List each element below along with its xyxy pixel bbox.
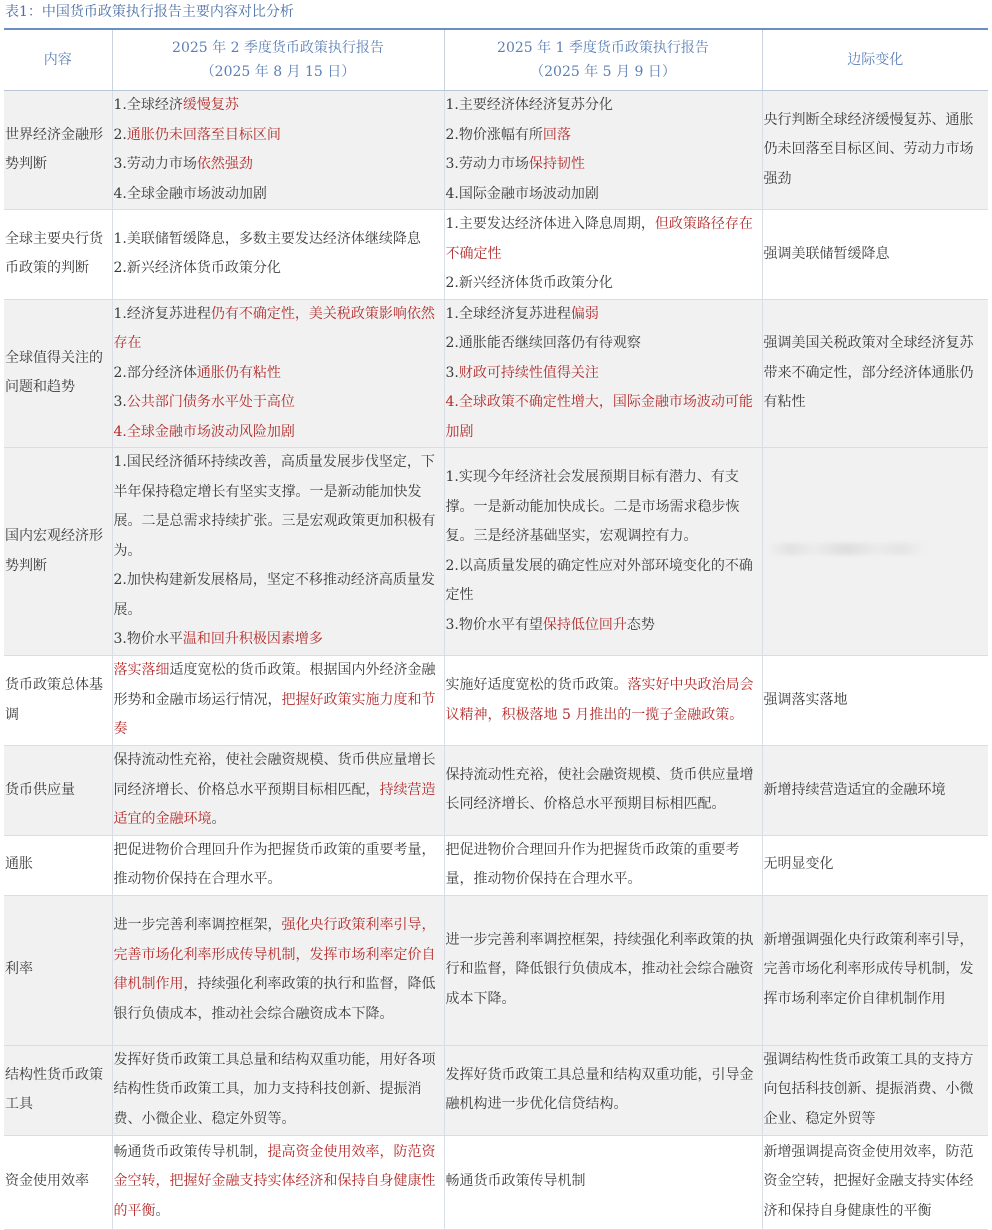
q2-cell <box>112 299 444 448</box>
table-row <box>4 835 988 895</box>
cell-text: 3.劳动力市场 <box>113 156 197 172</box>
row-label: 结构性货币政策工具 <box>4 1045 112 1135</box>
table-row <box>4 746 988 836</box>
header-q2-report <box>112 30 444 91</box>
cell-text: 把促进物价合理回升作为把握货币政策的重要考量，推动物价保持在合理水平。 <box>113 841 436 887</box>
cell-text: 3.物价水平有望 <box>445 616 543 633</box>
change-cell <box>762 746 988 836</box>
q1-cell <box>444 448 762 656</box>
cell-text: 2.以高质量发展的确定性应对外部环境变化的不确定性 <box>445 557 753 603</box>
q1-cell <box>444 210 762 300</box>
cell-line <box>446 836 761 895</box>
q1-cell <box>444 91 762 210</box>
highlighted-text: 保持低位回升 <box>542 616 627 633</box>
change-cell <box>762 448 988 656</box>
table-header-row <box>4 30 988 91</box>
q2-cell <box>112 895 444 1045</box>
cell-text: 实施好适度宽松的货币政策。 <box>445 677 628 693</box>
highlighted-text: 保持韧性 <box>528 156 585 172</box>
change-cell <box>762 835 988 895</box>
change-text: 新增强调强化央行政策利率引导，完善市场化利率形成传导机制，发挥市场利率定价自律机制作用 <box>763 931 974 1007</box>
highlighted-text: 温和回升积极因素增多 <box>182 631 323 648</box>
comparison-table-wrapper <box>4 28 988 1230</box>
q2-cell <box>112 210 444 300</box>
cell-text: 1.主要经济体经济复苏分化 <box>445 97 613 113</box>
cell-line <box>114 180 443 210</box>
q2-cell <box>112 656 444 746</box>
cell-line <box>114 1046 443 1135</box>
cell-line <box>114 150 443 180</box>
cell-text: 2.物价涨幅有所 <box>445 126 543 143</box>
cell-line <box>446 611 761 641</box>
highlighted-text: 强化央行政策利率引导，完善市场化利率形成传导机制，发挥市场利率定价自律机制作用 <box>113 917 436 992</box>
table-row <box>4 895 988 1045</box>
cell-text: 进一步完善利率调控框架，持续强化利率政策的执行和监督，降低银行负债成本，推动社会综合融资成本下降。 <box>445 931 754 1007</box>
highlighted-text: 偏弱 <box>570 305 599 322</box>
cell-text: 1.经济复苏进程 <box>113 305 211 322</box>
comparison-table <box>4 30 988 1230</box>
change-text: 强调落实落地 <box>763 691 848 708</box>
cell-line <box>446 463 761 552</box>
change-text: 无明显变化 <box>763 856 834 873</box>
table-row <box>4 1135 988 1229</box>
highlighted-text: 缓慢复苏 <box>182 97 239 113</box>
change-cell <box>762 656 988 746</box>
cell-text: 。 <box>211 811 226 827</box>
cell-text: 3.物价水平 <box>113 631 183 648</box>
cell-line <box>114 1138 443 1227</box>
table-caption: 表1：中国货币政策执行报告主要内容对比分析 <box>5 4 294 20</box>
q2-cell <box>112 835 444 895</box>
cell-text: 2.新兴经济体货币政策分化 <box>445 275 613 291</box>
cell-text: 1.美联储暂缓降息，多数主要发达经济体继续降息 <box>113 230 421 247</box>
cell-text: 1.主要发达经济体进入降息周期， <box>445 216 655 232</box>
highlighted-text: 4.全球金融市场波动风险加剧 <box>113 423 295 440</box>
highlighted-text: 但政策路径存在不确定性 <box>445 216 753 262</box>
cell-line <box>446 210 761 269</box>
cell-text: 1.全球经济 <box>113 97 183 113</box>
table-row <box>4 656 988 746</box>
q2-cell <box>112 1045 444 1135</box>
cell-line <box>114 418 443 448</box>
cell-line <box>114 359 443 389</box>
highlighted-text: 持续营造适宜的金融环境 <box>113 781 436 827</box>
row-label: 资金使用效率 <box>4 1135 112 1229</box>
highlighted-text: 依然强劲 <box>196 156 253 172</box>
cell-line <box>114 388 443 418</box>
change-text: 新增持续营造适宜的金融环境 <box>763 781 946 798</box>
change-cell <box>762 1045 988 1135</box>
highlighted-text: 把握好政策实施力度和节奏 <box>113 691 436 738</box>
q1-cell <box>444 299 762 448</box>
cell-text: 2.加快构建新发展格局，坚定不移推动经济高质量发展。 <box>113 572 435 618</box>
row-label: 全球主要央行货币政策的判断 <box>4 210 112 300</box>
q2-cell <box>112 448 444 656</box>
cell-text: 2. <box>113 126 127 143</box>
q1-cell <box>444 1135 762 1229</box>
change-cell <box>762 210 988 300</box>
cell-text: ，持续强化利率政策的执行和监督，降低银行负债成本，推动社会综合融资成本下降。 <box>113 976 436 1022</box>
cell-text: 态势 <box>626 616 655 633</box>
cell-text: 畅通货币政策传导机制， <box>113 1143 268 1160</box>
cell-line <box>446 388 761 447</box>
cell-line <box>446 1167 761 1197</box>
change-text: 强调美联储暂缓降息 <box>763 245 890 262</box>
cell-text: 2.通胀能否继续回落仍有待观察 <box>445 335 641 351</box>
q2-cell <box>112 746 444 836</box>
row-label: 货币供应量 <box>4 746 112 836</box>
cell-line <box>446 269 761 299</box>
cell-text: 1.实现今年经济社会发展预期目标有潜力、有支撑。一是新动能加快成长。二是市场需求稳步恢复。三是经济基础坚实，宏观调控有力。 <box>445 469 740 544</box>
cell-text: 把促进物价合理回升作为把握货币政策的重要考量，推动物价保持在合理水平。 <box>445 841 740 887</box>
cell-text: 3. <box>445 364 459 381</box>
highlighted-text: 提高资金使用效率，防范资金空转，把握好金融支持实体经济和保持自身健康性的平衡 <box>113 1143 436 1219</box>
highlighted-text: 落实好中央政治局会议精神，积极落地 5 月推出的一揽子金融政策。 <box>445 677 754 723</box>
header-q1-report <box>444 30 762 91</box>
row-label: 国内宏观经济形势判断 <box>4 448 112 656</box>
q1-cell <box>444 746 762 836</box>
cell-line <box>446 359 761 389</box>
header-q1-title: 2025 年 1 季度货币政策执行报告 <box>497 40 709 56</box>
cell-line <box>114 448 443 566</box>
cell-line <box>446 671 761 730</box>
change-cell <box>762 299 988 448</box>
cell-line <box>114 836 443 895</box>
row-label: 全球值得关注的问题和趋势 <box>4 299 112 448</box>
cell-text: 3.劳动力市场 <box>445 156 529 172</box>
change-cell <box>762 1135 988 1229</box>
cell-text: 2.部分经济体 <box>113 364 197 381</box>
highlighted-text: 通胀仍未回落至目标区间 <box>126 126 281 143</box>
table-row <box>4 91 988 210</box>
cell-line <box>446 300 761 330</box>
table-row <box>4 210 988 300</box>
cell-line <box>114 746 443 835</box>
cell-text: 。 <box>155 1202 170 1219</box>
cell-text: 发挥好货币政策工具总量和结构双重功能，用好各项结构性货币政策工具，加力支持科技创新、提振消费、小微企业、稳定外贸等。 <box>113 1051 436 1127</box>
table-row <box>4 1045 988 1135</box>
header-content: 内容 <box>4 30 112 91</box>
cell-line <box>114 911 443 1029</box>
header-q2-date: （2025 年 8 月 15 日） <box>200 64 356 80</box>
change-text: 央行判断全球经济缓慢复苏、通胀仍未回落至目标区间、劳动力市场强劲 <box>763 111 974 187</box>
header-marginal-change: 边际变化 <box>762 30 988 91</box>
cell-text: 1.国民经济循环持续改善，高质量发展步伐坚定，下半年保持稳定增长有坚实支撑。一是新动能加快发展。二是总需求持续扩张。三是宏观政策更加积极有为。 <box>113 454 436 559</box>
change-cell <box>762 895 988 1045</box>
q2-cell <box>112 91 444 210</box>
highlighted-text: 通胀仍有粘性 <box>196 364 281 381</box>
cell-line <box>446 926 761 1015</box>
cell-line <box>446 552 761 611</box>
cell-text: 发挥好货币政策工具总量和结构双重功能，引导金融机构进一步优化信贷结构。 <box>445 1066 754 1112</box>
change-text: 强调美国关税政策对全球经济复苏带来不确定性，部分经济体通胀仍有粘性 <box>763 335 974 410</box>
header-q2-title: 2025 年 2 季度货币政策执行报告 <box>172 40 384 56</box>
row-label: 世界经济金融形势判断 <box>4 91 112 210</box>
highlighted-text: 回落 <box>542 126 571 143</box>
cell-text: 适度宽松的货币政策。根据国内外经济金融形势和金融市场运行情况， <box>113 662 436 708</box>
cell-text: 保持流动性充裕，使社会融资规模、货币供应量增长同经济增长、价格总水平预期目标相匹配， <box>113 752 436 798</box>
highlighted-text: 仍有不确定性，美关税政策影响依然存在 <box>113 305 435 351</box>
cell-text: 2.新兴经济体货币政策分化 <box>113 260 281 277</box>
cell-text: 畅通货币政策传导机制 <box>445 1173 586 1190</box>
q1-cell <box>444 656 762 746</box>
q1-cell <box>444 835 762 895</box>
cell-text: 进一步完善利率调控框架， <box>113 917 282 933</box>
cell-line <box>114 300 443 359</box>
cell-text: 保持流动性充裕，使社会融资规模、货币供应量增长同经济增长、价格总水平预期目标相匹配。 <box>445 766 754 813</box>
cell-text: 4.全球金融市场波动加剧 <box>113 185 267 202</box>
row-label: 利率 <box>4 895 112 1045</box>
cell-line <box>446 1061 761 1120</box>
cell-line <box>446 150 761 180</box>
change-text: 新增强调提高资金使用效率，防范资金空转，把握好金融支持实体经济和保持自身健康性的平衡 <box>763 1143 974 1219</box>
blurred-text <box>766 543 926 555</box>
row-label: 通胀 <box>4 835 112 895</box>
cell-line <box>114 656 443 745</box>
cell-line <box>114 225 443 255</box>
cell-text: 4.国际金融市场波动加剧 <box>445 185 599 202</box>
cell-line <box>114 625 443 655</box>
cell-line <box>446 180 761 210</box>
table-row <box>4 299 988 448</box>
highlighted-text: 财政可持续性值得关注 <box>458 364 599 381</box>
cell-line <box>446 761 761 820</box>
q1-cell <box>444 1045 762 1135</box>
change-text: 强调结构性货币政策工具的支持方向包括科技创新、提振消费、小微企业、稳定外贸等 <box>763 1051 974 1127</box>
cell-line <box>114 121 443 151</box>
highlighted-text: 落实落细 <box>113 662 170 679</box>
cell-line <box>446 91 761 121</box>
q2-cell <box>112 1135 444 1229</box>
highlighted-text: 公共部门债务水平处于高位 <box>126 394 295 410</box>
highlighted-text: 4.全球政策不确定性增大，国际金融市场波动可能加剧 <box>445 394 753 440</box>
cell-line <box>446 329 761 359</box>
table-row <box>4 448 988 656</box>
cell-line <box>446 121 761 151</box>
cell-line <box>114 566 443 625</box>
q1-cell <box>444 895 762 1045</box>
change-cell <box>762 91 988 210</box>
row-label: 货币政策总体基调 <box>4 656 112 746</box>
cell-line <box>114 254 443 284</box>
cell-line <box>114 91 443 121</box>
header-q1-date: （2025 年 5 月 9 日） <box>530 64 676 80</box>
cell-text: 3. <box>113 394 127 410</box>
cell-text: 1.全球经济复苏进程 <box>445 305 571 322</box>
